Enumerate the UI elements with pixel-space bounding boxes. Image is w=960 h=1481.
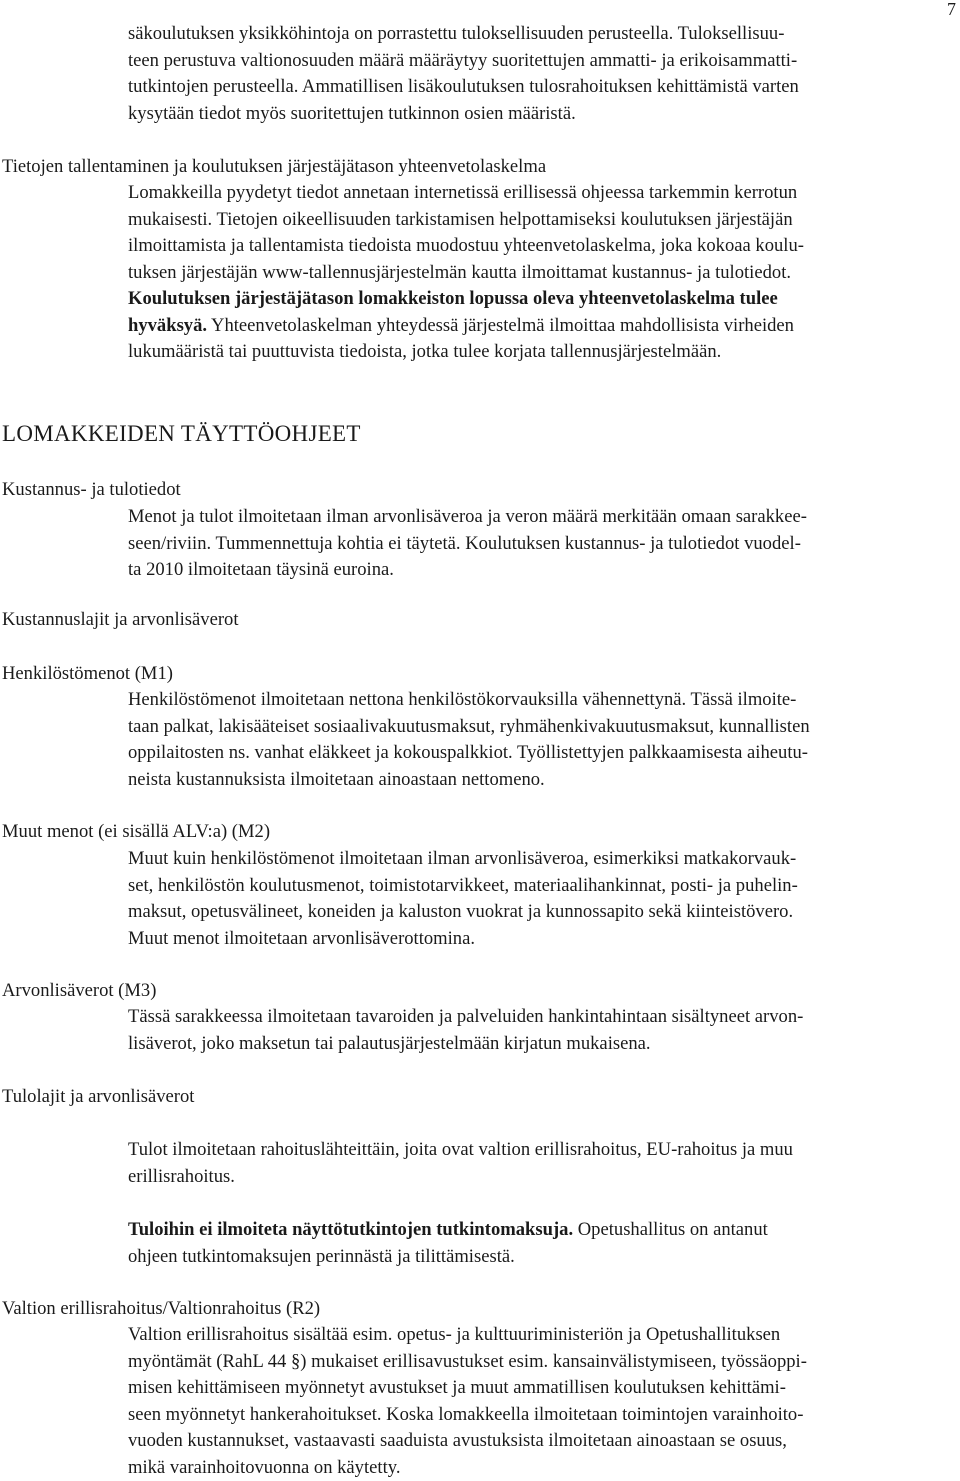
text-line: vuoden kustannukset, vastaavasti saaduista avustuksista ilmoitetaan ainoastaan se osuus, (128, 1428, 944, 1455)
text-line: mikä varainhoitovuonna on käytetty. (128, 1455, 944, 1481)
text-line: ilmoittamista ja tallentamista tiedoista muodostuu yhteenvetolaskelma, joka kokoaa koulu- (128, 233, 944, 260)
text-line: set, henkilöstön koulutusmenot, toimistotarvikkeet, materiaalihankinnat, posti- ja puhelin- (128, 873, 944, 900)
text-line: teen perustuva valtionosuuden määrä määräytyy suoritettujen ammatti- ja erikoisammatti- (128, 48, 944, 75)
bold-instruction: Koulutuksen järjestäjätason lomakkeiston lopussa oleva yhteenvetolaskelma tulee (128, 286, 944, 313)
storage-heading: Tietojen tallentaminen ja koulutuksen järjestäjätason yhteenvetolaskelma (2, 154, 942, 181)
text-line: Muut menot ilmoitetaan arvonlisäverottomina. (128, 926, 944, 953)
income-types-heading: Tulolajit ja arvonlisäverot (2, 1084, 942, 1111)
costs-heading: Kustannus- ja tulotiedot (2, 477, 942, 504)
page-number: 7 (947, 0, 956, 18)
text-line (128, 1217, 944, 1244)
text-line: misen kehittämiseen myönnetyt avustukset ja muut ammatillisen koulutuksen kehittämi- (128, 1375, 944, 1402)
text-line: lukumääristä tai puuttuvista tiedoista, jotka tulee korjata tallennusjärjestelmään. (128, 339, 944, 366)
intro-paragraph (128, 21, 944, 127)
text-line: erillisrahoitus. (128, 1164, 944, 1191)
r2-heading: Valtion erillisrahoitus/Valtionrahoitus (R2) (2, 1296, 942, 1323)
income-types-note (128, 1217, 944, 1270)
text-line: Menot ja tulot ilmoitetaan ilman arvonlisäveroa ja veron määrä merkitään omaan sarakkee- (128, 504, 944, 531)
m1-paragraph (128, 687, 944, 793)
text-line: lisäverot, joko maksetun tai palautusjärjestelmään kirjatun mukaisena. (128, 1031, 944, 1058)
costs-paragraph (128, 504, 944, 584)
text-fragment: Opetushallitus on antanut (573, 1219, 768, 1240)
text-line (128, 313, 944, 340)
r2-paragraph (128, 1322, 944, 1481)
text-line: myöntämät (RahL 44 §) mukaiset erillisavustukset esim. kansainvälistymiseen, työssäoppi- (128, 1349, 944, 1376)
text-line: seen/riviin. Tummennettuja kohtia ei täytetä. Koulutuksen kustannus- ja tulotiedot vuodel- (128, 531, 944, 558)
m2-paragraph (128, 846, 944, 952)
text-line: Tässä sarakkeessa ilmoitetaan tavaroiden ja palveluiden hankintahintaan sisältyneet arvon- (128, 1004, 944, 1031)
text-line: Henkilöstömenot ilmoitetaan nettona henkilöstökorvauksilla vähennettynä. Tässä ilmoite- (128, 687, 944, 714)
text-line: kysytään tiedot myös suoritettujen tutkinnon osien määristä. (128, 101, 944, 128)
text-line: tuksen järjestäjän www-tallennusjärjestelmän kautta ilmoittamat kustannus- ja tulotiedot. (128, 260, 944, 287)
text-line: tutkintojen perusteella. Ammatillisen lisäkoulutuksen tulosrahoituksen kehittämistä varten (128, 74, 944, 101)
storage-paragraph (128, 180, 944, 366)
bold-instruction-end: hyväksyä. (128, 315, 207, 336)
bold-instruction: Tuloihin ei ilmoiteta näyttötutkintojen tutkintomaksuja. (128, 1219, 573, 1240)
text-line: seen myönnetyt hankerahoitukset. Koska lomakkeella ilmoitetaan toimintojen varainhoito- (128, 1402, 944, 1429)
text-fragment: Yhteenvetolaskelman yhteydessä järjestelmä ilmoittaa mahdollisista virheiden (207, 315, 794, 336)
m3-heading: Arvonlisäverot (M3) (2, 978, 942, 1005)
text-line: Lomakkeilla pyydetyt tiedot annetaan internetissä erillisessä ohjeessa tarkemmin kerrotun (128, 180, 944, 207)
text-line: Valtion erillisrahoitus sisältää esim. opetus- ja kulttuuriministeriön ja Opetushallituksen (128, 1322, 944, 1349)
text-line: taan palkat, lakisääteiset sosiaalivakuutusmaksut, ryhmähenkivakuutusmaksut, kunnallisten (128, 714, 944, 741)
text-line: ohjeen tutkintomaksujen perinnästä ja tilittämisestä. (128, 1244, 944, 1271)
text-line: maksut, opetusvälineet, koneiden ja kaluston vuokrat ja kunnossapito sekä kiinteistövero. (128, 899, 944, 926)
text-line: Muut kuin henkilöstömenot ilmoitetaan ilman arvonlisäveroa, esimerkiksi matkakorvauk- (128, 846, 944, 873)
cost-types-heading: Kustannuslajit ja arvonlisäverot (2, 607, 942, 634)
text-line: ta 2010 ilmoitetaan täysinä euroina. (128, 557, 944, 584)
m3-paragraph (128, 1004, 944, 1057)
text-line: oppilaitosten ns. vanhat eläkkeet ja kokouspalkkiot. Työllistettyjen palkkaamisesta aiheutu- (128, 740, 944, 767)
m2-heading: Muut menot (ei sisällä ALV:a) (M2) (2, 819, 942, 846)
text-line: mukaisesti. Tietojen oikeellisuuden tarkistamisen helpottamiseksi koulutuksen järjestäjän (128, 207, 944, 234)
text-line: neista kustannuksista ilmoitetaan ainoastaan nettomeno. (128, 767, 944, 794)
text-line: säkoulutuksen yksikköhintoja on porrastettu tuloksellisuuden perusteella. Tuloksellisuu- (128, 21, 944, 48)
text-line: Tulot ilmoitetaan rahoituslähteittäin, joita ovat valtion erillisrahoitus, EU-rahoitus ja muu (128, 1137, 944, 1164)
income-types-paragraph (128, 1137, 944, 1190)
m1-heading: Henkilöstömenot (M1) (2, 661, 942, 688)
main-heading: LOMAKKEIDEN TÄYTTÖOHJEET (2, 420, 361, 448)
